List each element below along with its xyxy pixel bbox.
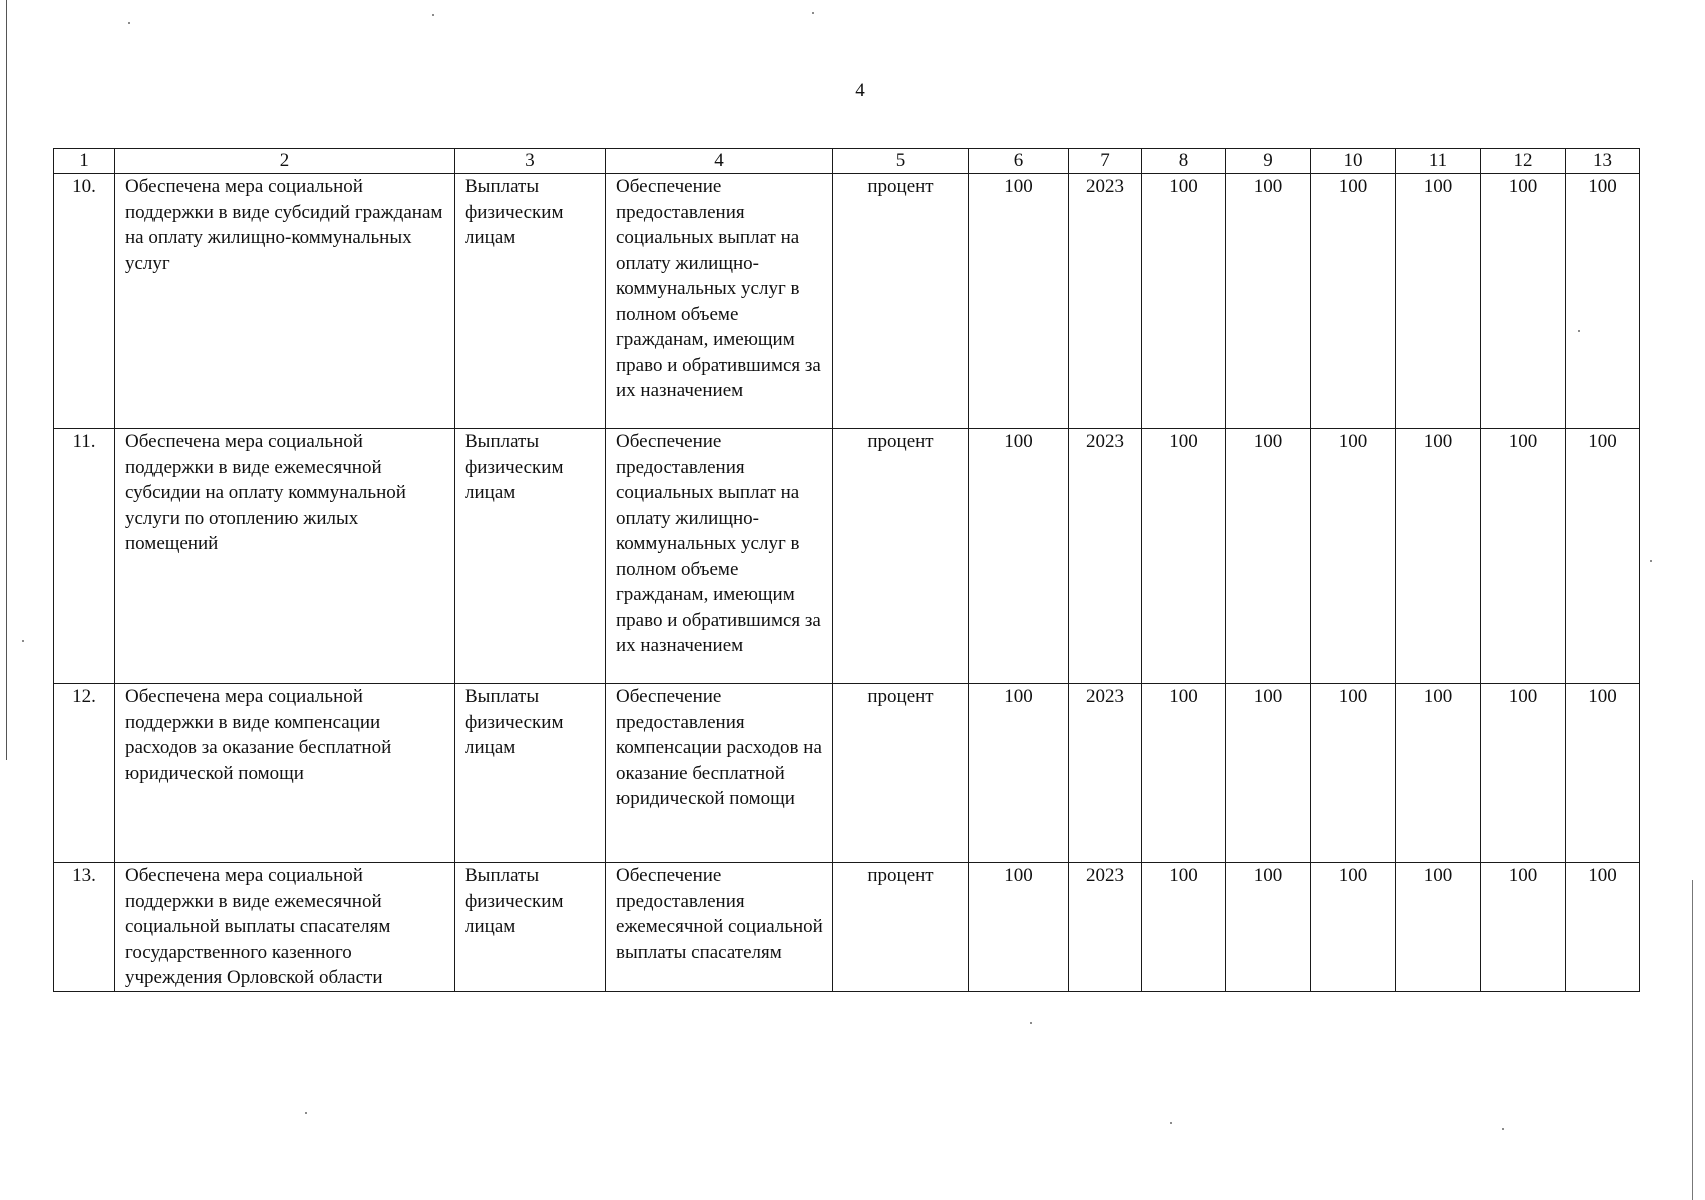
column-header: 7 [1069,149,1142,174]
table-row [54,863,1640,992]
column-header: 3 [455,149,606,174]
value-cell: 100 [1311,863,1396,992]
description-cell: Обеспечение предоставления социальных выплат на оплату жилищно-коммунальных услуг в полном объеме гражданам, имеющим право и обратившимся за их назначением [606,429,833,684]
value-cell: 100 [1226,863,1311,992]
base-value-cell: 100 [969,174,1069,429]
table-row [54,684,1640,863]
base-value-cell: 100 [969,684,1069,863]
value-cell: 100 [1226,174,1311,429]
row-number: 11. [54,429,115,684]
base-year-cell: 2023 [1069,863,1142,992]
type-cell: Выплаты физическим лицам [455,174,606,429]
value-cell: 100 [1226,429,1311,684]
scan-speck [1170,1122,1172,1124]
scan-speck [1030,1022,1032,1024]
table-row [54,429,1640,684]
value-cell: 100 [1311,174,1396,429]
description-cell: Обеспечение предоставления ежемесячной социальной выплаты спасателям [606,863,833,992]
value-cell: 100 [1396,174,1481,429]
column-header: 13 [1566,149,1640,174]
type-cell: Выплаты физическим лицам [455,429,606,684]
scan-speck [812,12,814,14]
base-year-cell: 2023 [1069,174,1142,429]
value-cell: 100 [1396,684,1481,863]
value-cell: 100 [1481,684,1566,863]
column-header: 2 [115,149,455,174]
column-header: 8 [1142,149,1226,174]
unit-cell: процент [833,174,969,429]
column-header: 6 [969,149,1069,174]
result-cell: Обеспечена мера социальной поддержки в виде ежемесячной субсидии на оплату коммунальной услуги по отоплению жилых помещений [115,429,455,684]
row-number: 13. [54,863,115,992]
value-cell: 100 [1481,429,1566,684]
value-cell: 100 [1142,429,1226,684]
scan-speck [305,1112,307,1114]
value-cell: 100 [1311,684,1396,863]
description-cell: Обеспечение предоставления социальных выплат на оплату жилищно-коммунальных услуг в полном объеме гражданам, имеющим право и обратившимся за их назначением [606,174,833,429]
value-cell: 100 [1142,174,1226,429]
unit-cell: процент [833,429,969,684]
scan-speck [1650,560,1652,562]
value-cell: 100 [1396,863,1481,992]
scan-speck [1502,1128,1504,1130]
value-cell: 100 [1396,429,1481,684]
column-header: 12 [1481,149,1566,174]
value-cell: 100 [1481,863,1566,992]
indicators-table [53,148,1640,992]
scan-speck [432,14,434,16]
unit-cell: процент [833,863,969,992]
base-year-cell: 2023 [1069,429,1142,684]
result-cell: Обеспечена мера социальной поддержки в виде субсидий гражданам на оплату жилищно-коммунальных услуг [115,174,455,429]
value-cell: 100 [1142,684,1226,863]
scan-edge-left [6,0,7,760]
column-header: 9 [1226,149,1311,174]
scan-edge-right [1692,880,1693,1200]
scan-speck [22,640,24,642]
value-cell: 100 [1142,863,1226,992]
value-cell: 100 [1566,174,1640,429]
column-header: 11 [1396,149,1481,174]
value-cell: 100 [1566,863,1640,992]
unit-cell: процент [833,684,969,863]
table-header-row [54,149,1640,174]
value-cell: 100 [1226,684,1311,863]
scan-speck [1578,330,1580,332]
description-cell: Обеспечение предоставления компенсации расходов на оказание бесплатной юридической помощи [606,684,833,863]
page-number: 4 [855,80,865,101]
value-cell: 100 [1566,684,1640,863]
base-year-cell: 2023 [1069,684,1142,863]
type-cell: Выплаты физическим лицам [455,684,606,863]
table-row [54,174,1640,429]
result-cell: Обеспечена мера социальной поддержки в виде ежемесячной социальной выплаты спасателям государственного казенного учреждения Орловской области [115,863,455,992]
scan-speck [128,22,130,24]
column-header: 1 [54,149,115,174]
type-cell: Выплаты физическим лицам [455,863,606,992]
row-number: 12. [54,684,115,863]
column-header: 10 [1311,149,1396,174]
value-cell: 100 [1566,429,1640,684]
value-cell: 100 [1311,429,1396,684]
result-cell: Обеспечена мера социальной поддержки в виде компенсации расходов за оказание бесплатной юридической помощи [115,684,455,863]
column-header: 4 [606,149,833,174]
value-cell: 100 [1481,174,1566,429]
base-value-cell: 100 [969,863,1069,992]
row-number: 10. [54,174,115,429]
base-value-cell: 100 [969,429,1069,684]
column-header: 5 [833,149,969,174]
